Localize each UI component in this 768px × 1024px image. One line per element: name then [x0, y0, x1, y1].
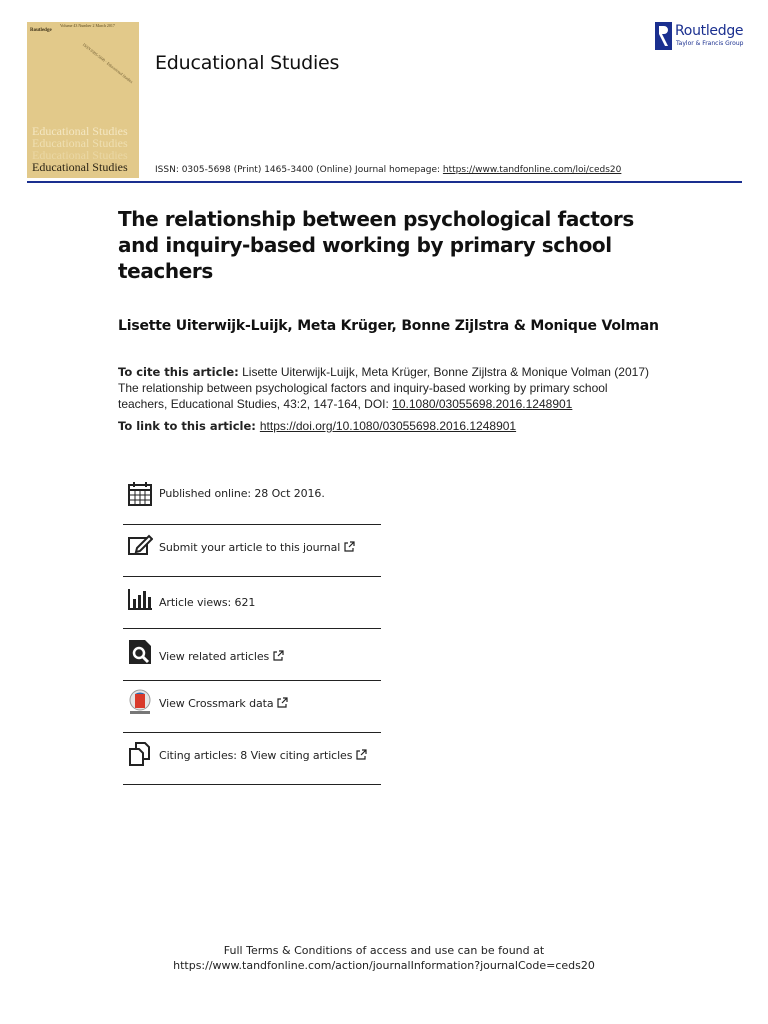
info-citing-articles[interactable]	[123, 733, 381, 785]
footer-terms	[0, 943, 768, 973]
citing-articles-label: Citing articles: 8 View citing articles	[159, 749, 353, 762]
external-link-icon	[273, 650, 284, 661]
link-label: To link to this article:	[118, 419, 260, 433]
footer-terms-link[interactable]: https://www.tandfonline.com/action/journalInformation?journalCode=ceds20	[173, 959, 595, 972]
external-link-icon	[277, 697, 288, 708]
external-link-icon	[356, 749, 367, 760]
submit-article-label: Submit your article to this journal	[159, 541, 341, 554]
article-link-line	[118, 419, 516, 433]
logo-name: Routledge	[675, 23, 744, 39]
header-rule	[27, 181, 742, 183]
article-doi-url[interactable]: https://doi.org/10.1080/03055698.2016.1248901	[259, 419, 517, 433]
info-article-views	[123, 577, 381, 629]
crossmark-label: View Crossmark data	[159, 697, 274, 710]
routledge-logo[interactable]	[655, 22, 750, 52]
cover-title-3: Educational Studies	[32, 148, 128, 162]
citing-articles-link[interactable]	[159, 749, 367, 762]
cite-label: To cite this article:	[118, 365, 239, 379]
bar-chart-icon	[127, 587, 153, 613]
journal-title: Educational Studies	[155, 52, 340, 74]
cover-title-2: Educational Studies	[32, 136, 128, 150]
info-related-articles[interactable]	[123, 629, 381, 681]
footer-line-1: Full Terms & Conditions of access and use can be found at	[223, 944, 545, 957]
search-document-icon	[127, 639, 153, 665]
citing-articles-icon	[127, 741, 153, 767]
submit-article-link[interactable]	[159, 541, 355, 554]
cite-text: Lisette Uiterwijk-Luijk, Meta Krüger, Bonne Zijlstra & Monique Volman (2017) The relationship between psychological factors and inquiry-based working by primary school teachers, Educational Studies, 43:2, 147-164, DOI:	[118, 365, 649, 411]
crossmark-link[interactable]	[159, 697, 288, 710]
crossmark-icon	[127, 689, 153, 715]
cover-diagonal-text: ISSN 0305-5698 · Educational Studies	[81, 42, 135, 85]
related-articles-link[interactable]	[159, 650, 284, 663]
calendar-icon	[127, 481, 153, 507]
cover-title-4: Educational Studies	[32, 160, 128, 174]
journal-cover	[27, 22, 139, 178]
issn-text: ISSN: 0305-5698 (Print) 1465-3400 (Online) Journal homepage:	[155, 165, 443, 175]
cover-publisher-mark: Routledge	[30, 28, 52, 33]
cover-volume-line: Volume 43 Number 2 March 2017	[60, 23, 115, 28]
citation-block	[118, 364, 658, 412]
issn-line	[155, 165, 621, 175]
external-link-icon	[344, 541, 355, 552]
article-views-text: Article views: 621	[159, 596, 256, 609]
doi-link[interactable]: 10.1080/03055698.2016.1248901	[392, 397, 573, 411]
article-info-list	[123, 473, 381, 785]
article-title: The relationship between psychological factors and inquiry-based working by primary school teachers	[118, 207, 634, 283]
info-crossmark[interactable]	[123, 681, 381, 733]
cover-title-1: Educational Studies	[32, 124, 128, 138]
article-authors: Lisette Uiterwijk-Luijk, Meta Krüger, Bonne Zijlstra & Monique Volman	[118, 318, 659, 334]
related-articles-label: View related articles	[159, 650, 270, 663]
logo-subtitle: Taylor & Francis Group	[676, 40, 744, 47]
routledge-r-icon	[655, 22, 672, 50]
published-online-text: Published online: 28 Oct 2016.	[159, 487, 325, 500]
edit-icon	[127, 533, 153, 559]
journal-homepage-link[interactable]: https://www.tandfonline.com/loi/ceds20	[442, 165, 622, 175]
cover-title-stack	[32, 125, 139, 173]
info-submit-article[interactable]	[123, 525, 381, 577]
info-published-online	[123, 473, 381, 525]
